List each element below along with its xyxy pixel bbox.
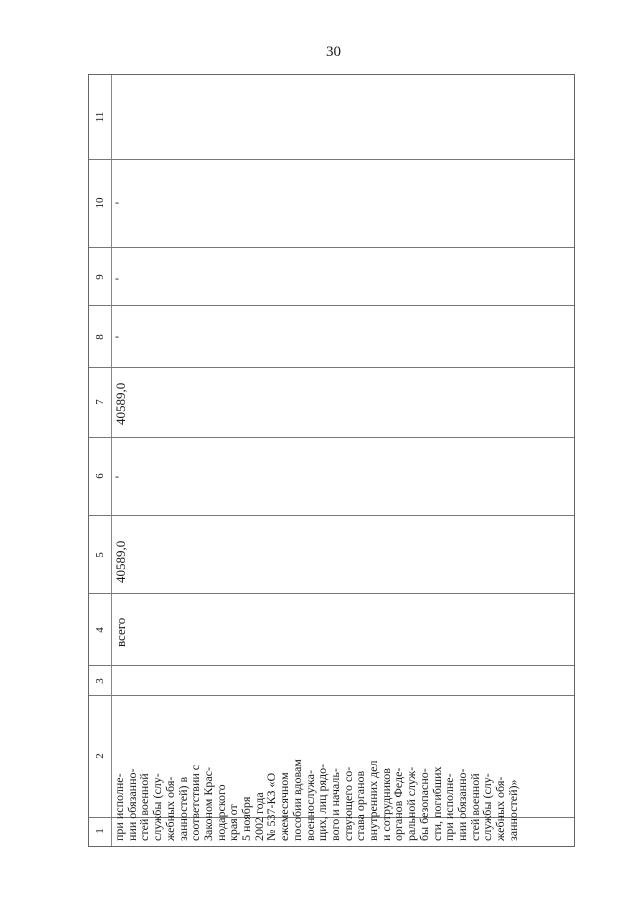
- column-number-8: 8: [94, 334, 106, 340]
- value-col8: -: [115, 329, 119, 343]
- description-line: ежемесячном: [277, 772, 292, 841]
- description-line: № 537-КЗ «О: [264, 772, 279, 841]
- description-line: 5 ноября: [239, 796, 254, 841]
- description-line: соответствии с: [188, 764, 203, 841]
- column-number-1: 1: [94, 828, 106, 834]
- row-divider: [89, 159, 574, 160]
- row-divider: [89, 437, 574, 438]
- column-number-3: 3: [94, 678, 106, 684]
- description-line: при исполне-: [442, 773, 457, 841]
- row-divider: [89, 367, 574, 368]
- description-line: военнослужа-: [302, 770, 317, 841]
- description-line: стей военной: [467, 773, 482, 841]
- description-line: сти, погибших: [429, 766, 444, 841]
- column-number-7: 7: [94, 399, 106, 405]
- description-line: службы (слу-: [150, 773, 165, 841]
- page-number: 30: [326, 44, 341, 60]
- column-number-9: 9: [94, 274, 106, 280]
- description-line: щих, лиц рядо-: [315, 763, 330, 841]
- description-line: при исполне-: [112, 773, 126, 841]
- description-line: жебных обя-: [493, 776, 508, 841]
- value-col10: -: [115, 195, 119, 209]
- value-col5: 40589,0: [113, 540, 128, 583]
- rotated-table: [88, 74, 575, 847]
- value-col6: -: [115, 469, 119, 483]
- description-line: жебных обя-: [162, 776, 177, 841]
- value-col7: 40589,0: [113, 382, 128, 425]
- description-line: и сотрудников: [378, 768, 393, 841]
- column-number-10: 10: [94, 197, 106, 209]
- description-line: внутренних дел: [366, 760, 381, 841]
- description-line: стей военной: [137, 773, 152, 841]
- description-line: вого и началь-: [327, 768, 342, 841]
- description-line: нии обязанно-: [124, 768, 139, 841]
- description-line: края от: [226, 804, 241, 841]
- column-number-2: 2: [94, 753, 106, 759]
- description-line: органов Феде-: [391, 767, 406, 841]
- description-line: нодарского: [213, 784, 228, 841]
- description-line: занностей) в: [175, 776, 190, 841]
- row-divider: [89, 247, 574, 248]
- description-line: 2002 года: [251, 792, 266, 841]
- value-col9: -: [115, 271, 119, 285]
- description-line: Законом Крас-: [200, 767, 215, 841]
- description-cell: [112, 516, 520, 841]
- description-line: нии обязанно-: [454, 768, 469, 841]
- description-line: занностей)»: [505, 779, 520, 841]
- value-col4: всего: [113, 617, 128, 647]
- description-line: пособии вдовам: [289, 759, 304, 841]
- column-number-11: 11: [94, 111, 106, 123]
- description-line: става органов: [353, 770, 368, 841]
- description-line: ствующего со-: [340, 766, 355, 841]
- description-line: ральной служ-: [404, 766, 419, 841]
- description-line: бы безопасно-: [416, 768, 431, 841]
- description-line: службы (слу-: [480, 773, 495, 841]
- column-number-6: 6: [94, 473, 106, 479]
- header-divider: [111, 75, 112, 846]
- column-number-4: 4: [94, 627, 106, 633]
- column-number-5: 5: [94, 552, 106, 558]
- row-divider: [89, 305, 574, 306]
